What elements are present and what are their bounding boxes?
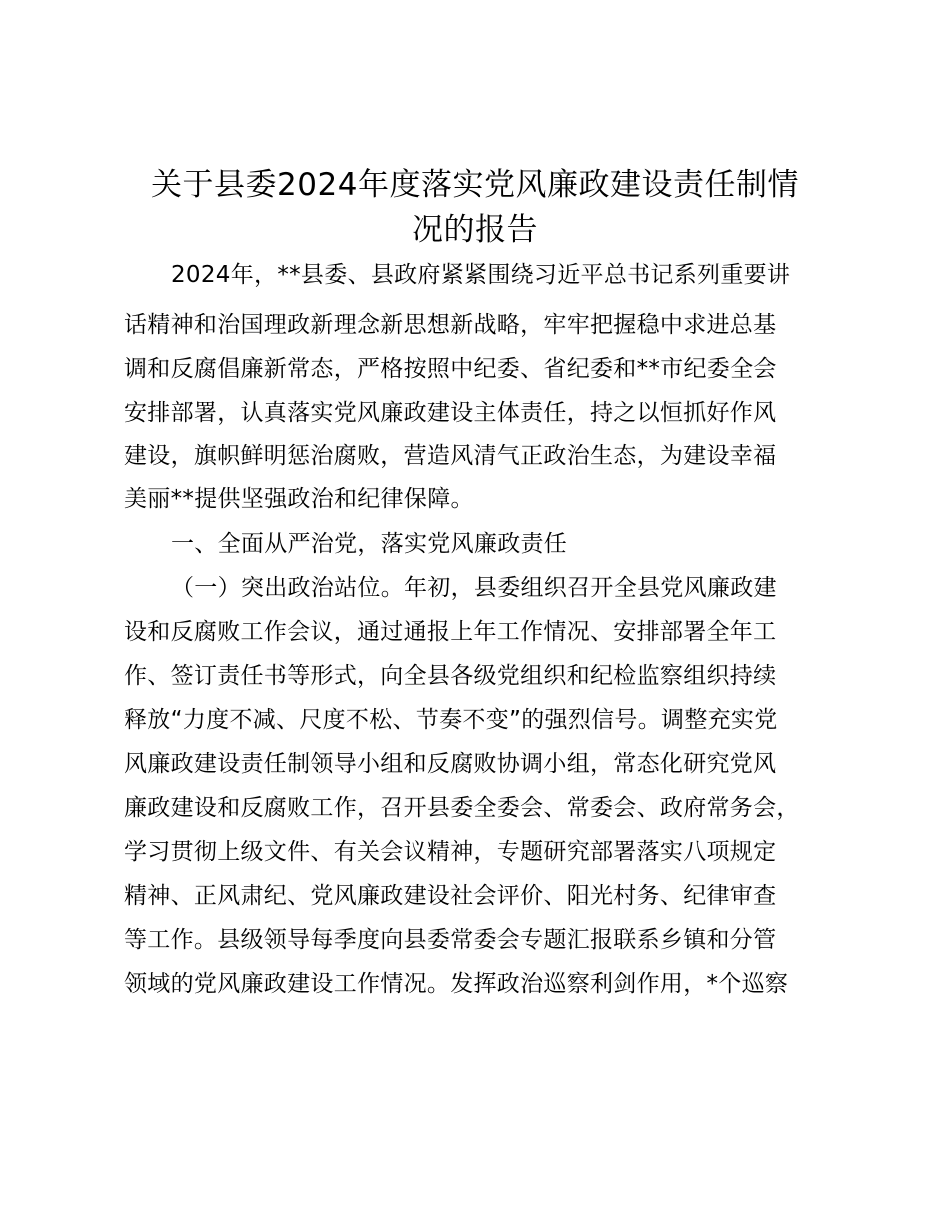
body-line: 作、签订责任书等形式，向全县各级党组织和纪检监察组织持续 (124, 663, 777, 689)
body-line: 风廉政建设责任制领导小组和反腐败协调小组，常态化研究党风 (124, 751, 777, 777)
document-title (110, 163, 840, 253)
body-line: 设和反腐败工作会议，通过通报上年工作情况、安排部署全年工 (124, 619, 777, 645)
title-line-2: 况的报告 (412, 212, 538, 248)
body-line: 美丽**提供坚强政治和纪律保障。 (124, 486, 474, 512)
body-line: 2024年，**县委、县政府紧紧围绕习近平总书记系列重要讲 (171, 262, 791, 288)
body-line: 学习贯彻上级文件、有关会议精神，专题研究部署落实八项规定 (124, 839, 777, 865)
body-line: 廉政建设和反腐败工作，召开县委全委会、常委会、政府常务会， (124, 795, 800, 821)
body-line: （一）突出政治站位。年初，县委组织召开全县党风廉政建 (171, 575, 777, 601)
body-line: 话精神和治国理政新理念新思想新战略，牢牢把握稳中求进总基 (124, 312, 777, 338)
body-line: 领域的党风廉政建设工作情况。发挥政治巡察利剑作用，*个巡察 (124, 971, 789, 997)
body-line: 安排部署，认真落实党风廉政建设主体责任，持之以恒抓好作风 (124, 400, 777, 426)
section-heading: 一、全面从严治党，落实党风廉政责任 (171, 531, 568, 557)
title-line-1: 关于县委2024年度落实党风廉政建设责任制情 (151, 167, 799, 203)
body-line: 等工作。县级领导每季度向县委常委会专题汇报联系乡镇和分管 (124, 927, 777, 953)
body-line: 释放“力度不减、尺度不松、节奏不变”的强烈信号。调整充实党 (124, 707, 778, 733)
body-line: 调和反腐倡廉新常态，严格按照中纪委、省纪委和**市纪委全会 (124, 356, 777, 382)
body-line: 精神、正风肃纪、党风廉政建设社会评价、阳光村务、纪律审查 (124, 883, 777, 909)
body-line: 建设，旗帜鲜明惩治腐败，营造风清气正政治生态，为建设幸福 (124, 443, 777, 469)
